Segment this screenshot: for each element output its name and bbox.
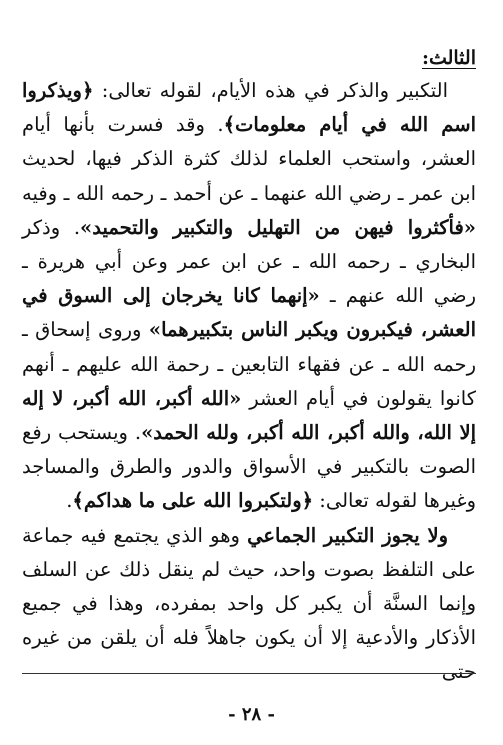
p2-bold-lead: ولا يجوز التكبير الجماعي	[247, 523, 449, 547]
p1-takbir-quote: «الله أكبر، الله أكبر، لا إله إلا الله، والله أكبر، الله أكبر، ولله الحمد»	[22, 386, 476, 445]
p1-hadith-quote-2: «إنهما كانا يخرجان إلى السوق في العشر، فيكبرون ويكبر الناس بتكبيرهما»	[22, 284, 476, 342]
p1-text-1: التكبير والذكر في هذه الأيام، لقوله تعالى:	[93, 79, 448, 102]
section-heading: الثالث:	[421, 47, 476, 69]
p1-hadith-quote-1: «فأكثروا فيهن من التهليل والتكبير والتحميد»	[80, 215, 476, 239]
p1-text-5: . ويستحب رفع الصوت بالتكبير في الأسواق والدور والطرق والمساجد وغيرها لقوله تعالى:	[22, 421, 476, 513]
p1-quran-quote-2: ﴿ولتكبروا الله على ما هداكم﴾	[72, 489, 314, 513]
page-number: - ٢٨ -	[228, 704, 275, 725]
p1-text-4: وروى إسحاق ـ رحمه الله ـ عن فقهاء التابعين ـ رحمة الله عليهم ـ أنهم كانوا يقولون في أيام العشر	[22, 318, 476, 410]
paragraph-1	[22, 74, 476, 519]
p1-text-6: .	[66, 489, 73, 513]
p1-text-3: . وذكر البخاري ـ رحمه الله ـ عن ابن عمر وعن أبي هريرة ـ رضي الله عنهم ـ	[22, 215, 476, 308]
p2-text-1: وهو الذي يجتمع فيه جماعة على التلفظ بصوت واحد، حيث لم ينقل ذلك عن السلف وإنما السنَّة أن يكبر كل واحد بمفرده، وهذا في جميع الأذكار والأدعية إلا أن يكون جاهلاً فله أن يلقن من غيره حتى	[22, 523, 476, 684]
p1-quran-quote-1: ﴿ويذكروا اسم الله في أيام معلومات﴾	[22, 79, 476, 137]
paragraph-2	[22, 519, 476, 690]
page-body	[22, 44, 476, 690]
footer-divider	[22, 673, 476, 674]
p1-text-2: . وقد فسرت بأنها أيام العشر، واستحب العلماء لذلك كثرة الذكر فيها، لحديث ابن عمر ـ رضي الله عنهما ـ عن أحمد ـ رحمه الله ـ وفيه	[22, 113, 476, 205]
